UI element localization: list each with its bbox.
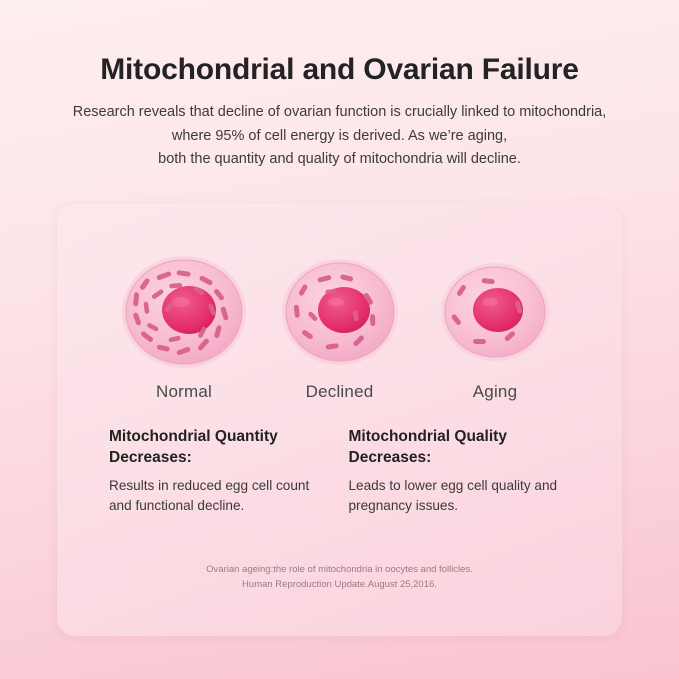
citation-line-1: Ovarian ageing:the role of mitochondria in oocytes and follicles. (206, 563, 473, 575)
note-quality (349, 426, 571, 517)
note-quantity-body: Results in reduced egg cell count and functional decline. (109, 477, 310, 514)
diagram-card (57, 204, 622, 636)
egg-cell-aging-icon (420, 248, 570, 376)
cell-column-normal (109, 248, 259, 402)
citation-line-2: Human Reproduction Update.August 25,2016. (242, 578, 437, 590)
page-title: Mitochondrial and Ovarian Failure (100, 53, 579, 86)
note-quantity (109, 426, 331, 517)
subtitle-line-1: Research reveals that decline of ovarian function is crucially linked to mitochondria, (72, 104, 607, 121)
header (0, 0, 679, 172)
subtitle-line-3: both the quantity and quality of mitochondria will decline. (158, 151, 521, 168)
cell-label-aging: Aging (472, 382, 518, 401)
citation (57, 562, 622, 592)
note-quantity-heading: Mitochondrial Quantity Decreases: (109, 428, 278, 467)
page-subtitle (34, 101, 645, 171)
notes-row (57, 402, 622, 517)
cell-label-declined: Declined (305, 382, 374, 401)
cell-label-normal: Normal (156, 382, 212, 401)
subtitle-line-2: where 95% of cell energy is derived. As we’re aging, (171, 127, 508, 144)
note-quality-body: Leads to lower egg cell quality and pregnancy issues. (348, 477, 558, 514)
cell-comparison-row (57, 204, 622, 402)
cell-column-aging (420, 248, 570, 402)
egg-cell-normal-icon (109, 248, 259, 376)
cell-column-declined (265, 248, 415, 402)
note-quality-heading: Mitochondrial Quality Decreases: (348, 428, 507, 467)
egg-cell-declined-icon (265, 248, 415, 376)
